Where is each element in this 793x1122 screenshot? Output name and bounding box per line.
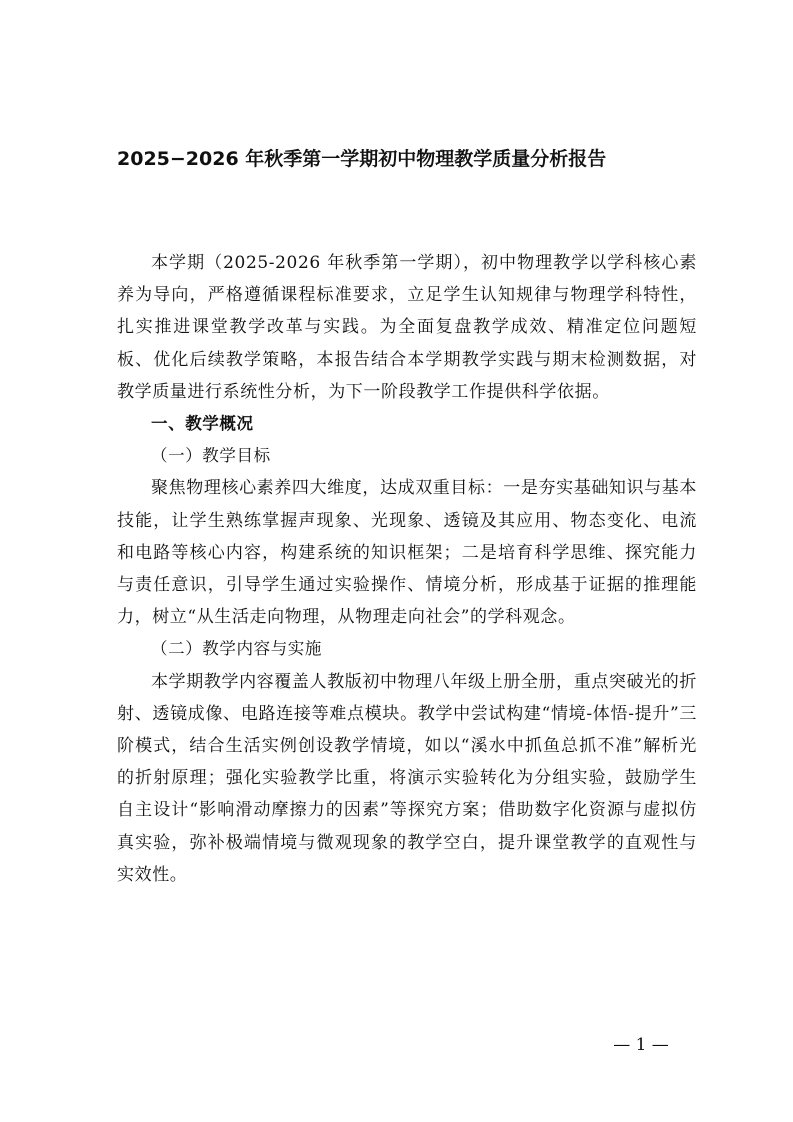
page-number: — 1 —: [613, 1035, 669, 1055]
content-paragraph: 本学期教学内容覆盖人教版初中物理八年级上册全册，重点突破光的折射、透镜成像、电路连接等难点模块。教学中尝试构建“情境-体悟-提升”三阶模式，结合生活实例创设教学情境，如以“溪水中抓鱼总抓不准”解析光的折射原理；强化实验教学比重，将演示实验转化为分组实验，鼓励学生自主设计“影响滑动摩擦力的因素”等探究方案；借助数字化资源与虚拟仿真实验，弥补极端情境与微观现象的教学空白，提升课堂教学的直观性与实效性。: [117, 671, 697, 885]
intro-paragraph: 本学期（2025-2026 年秋季第一学期），初中物理教学以学科核心素养为导向，严格遵循课程标准要求，立足学生认知规律与物理学科特性，扎实推进课堂教学改革与实践。为全面复盘教学成效、精准定位问题短板、优化后续教学策略，本报告结合本学期教学实践与期末检测数据，对教学质量进行系统性分析，为下一阶段教学工作提供科学依据。: [117, 253, 697, 402]
subsection-heading-content: （二）教学内容与实施: [151, 639, 322, 659]
subsection-heading-goals: （一）教学目标: [151, 446, 271, 466]
goals-paragraph: 聚焦物理核心素养四大维度，达成双重目标：一是夯实基础知识与基本技能，让学生熟练掌握声现象、光现象、透镜及其应用、物态变化、电流和电路等核心内容，构建系统的知识框架；二是培育科学思维、探究能力与责任意识，引导学生通过实验操作、情境分析，形成基于证据的推理能力，树立“从生活走向物理，从物理走向社会”的学科观念。: [117, 478, 697, 628]
document-body: [117, 247, 697, 891]
document-title: 2025−2026 年秋季第一学期初中物理教学质量分析报告: [117, 148, 607, 170]
section-heading-overview: 一、教学概况: [151, 414, 254, 434]
